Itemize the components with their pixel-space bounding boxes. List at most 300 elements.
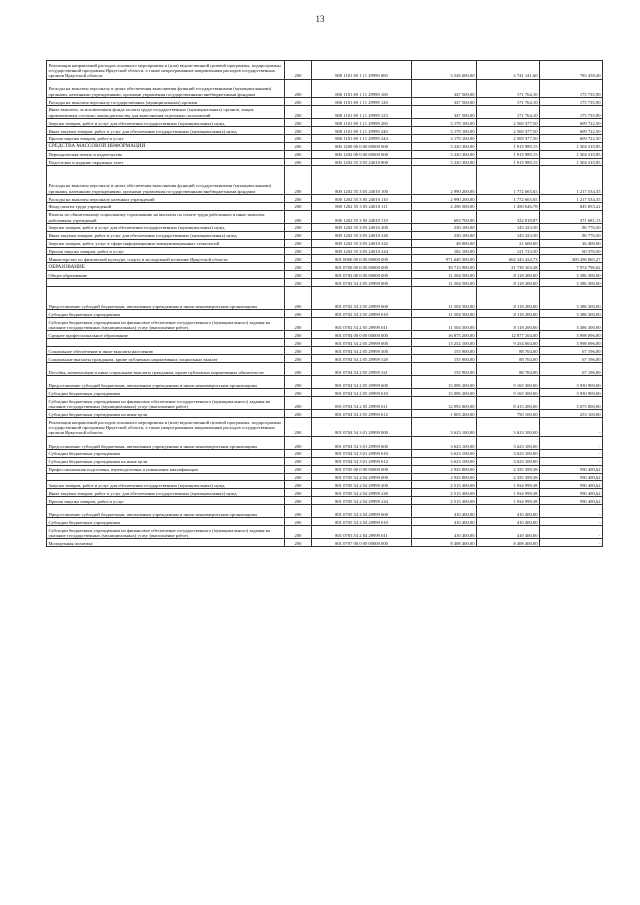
- row-budget-code-cell: 801 0704 54 3 01 29999 610: [312, 449, 412, 457]
- table-row: [47, 449, 603, 457]
- row-name-cell: Закупка товаров, работ и услуг для обеспечения государственных (муниципальных) нужд: [47, 119, 285, 127]
- row-budget-code-cell: 801 0702 54 2 05 29999 600: [312, 287, 412, 310]
- row-budget-code-cell: 801 0705 54 2 04 29999 610: [312, 518, 412, 526]
- row-approved-cell: 12 093 000,00: [412, 397, 477, 410]
- row-budget-code-cell: 801 0700 00 0 00 00000 000: [312, 263, 412, 271]
- row-approved-cell: 3 623 100,00: [412, 449, 477, 457]
- row-unexecuted-cell: 1 217 534,35: [540, 166, 603, 195]
- row-unexecuted-cell: 309 296 865,27: [540, 255, 603, 263]
- row-code-cell: 200: [285, 505, 312, 518]
- row-code-cell: 200: [285, 526, 312, 539]
- table-row: [47, 481, 603, 489]
- table-row: [47, 347, 603, 355]
- row-name-cell: Иные закупки товаров, работ и услуг для обеспечения государственных (муниципальных) нужд: [47, 489, 285, 497]
- row-executed-cell: 2 741 141,60: [477, 61, 540, 80]
- row-code-cell: 200: [285, 389, 312, 397]
- row-budget-code-cell: 800 1202 55 3 05 24010 111: [312, 202, 412, 210]
- row-approved-cell: 347 500,00: [412, 98, 477, 106]
- row-budget-code-cell: 800 1202 55 3 05 24010 240: [312, 231, 412, 239]
- row-name-cell: Предоставление субсидий бюджетным, автономным учреждениям и иным некоммерческим организациям: [47, 436, 285, 449]
- row-budget-code-cell: 801 0000 00 0 00 00000 000: [312, 255, 412, 263]
- row-code-cell: 200: [285, 354, 312, 362]
- budget-table-body: [47, 61, 603, 547]
- table-row: [47, 98, 603, 106]
- row-name-cell: Расходы на выплаты персоналу в целях обеспечения выполнения функций государственными (муниципальными) органами, казенными учреждениями, органами управления государственными внебюджетными фондами: [47, 166, 285, 195]
- row-unexecuted-cell: 3 386 300,00: [540, 287, 603, 310]
- row-code-cell: 200: [285, 497, 312, 505]
- table-row: [47, 255, 603, 263]
- row-unexecuted-cell: -: [540, 518, 603, 526]
- row-name-cell: Среднее профессиональное образование: [47, 331, 285, 339]
- row-executed-cell: 2 335 399,38: [477, 465, 540, 473]
- row-unexecuted-cell: 590 400,62: [540, 489, 603, 497]
- row-name-cell: Социальные выплаты гражданам, кроме публичных нормативных социальных выплат: [47, 354, 285, 362]
- table-row: [47, 263, 603, 271]
- row-name-cell: Предоставление субсидий бюджетным, автономным учреждениям и иным некоммерческим организациям: [47, 505, 285, 518]
- row-code-cell: 200: [285, 539, 312, 547]
- row-unexecuted-cell: 3 998 096,00: [540, 339, 603, 347]
- row-code-cell: 200: [285, 61, 312, 80]
- table-row: [47, 239, 603, 247]
- row-budget-code-cell: 801 0705 54 2 04 29999 240: [312, 489, 412, 497]
- row-budget-code-cell: 800 1202 55 3 05 24010 200: [312, 223, 412, 231]
- table-row: [47, 79, 603, 98]
- row-approved-cell: 11 504 500,00: [412, 310, 477, 318]
- row-executed-cell: 31 739 103,38: [477, 263, 540, 271]
- row-budget-code-cell: 800 1202 00 0 00 00000 000: [312, 150, 412, 158]
- table-row: [47, 287, 603, 310]
- row-code-cell: 200: [285, 239, 312, 247]
- row-name-cell: Субсидии бюджетным учреждениям на финансовое обеспечение государственного (муниципального) задания на оказание государственных (муниципальных) услуг (выполнение работ): [47, 526, 285, 539]
- row-unexecuted-cell: 3 675 800,00: [540, 397, 603, 410]
- row-executed-cell: 9 165 300,00: [477, 389, 540, 397]
- table-row: [47, 331, 603, 339]
- row-unexecuted-cell: -: [540, 436, 603, 449]
- row-budget-code-cell: 801 0704 00 0 00 00000 000: [312, 331, 412, 339]
- row-unexecuted-cell: 67 196,00: [540, 362, 603, 375]
- row-executed-cell: 88 704,00: [477, 347, 540, 355]
- table-row: [47, 362, 603, 375]
- row-approved-cell: 155 900,00: [412, 347, 477, 355]
- row-budget-code-cell: 800 1202 55 3 05 24010 242: [312, 239, 412, 247]
- row-executed-cell: 410 400,00: [477, 526, 540, 539]
- row-approved-cell: 3 179 100,00: [412, 119, 477, 127]
- row-unexecuted-cell: 3 386 300,00: [540, 271, 603, 279]
- row-name-cell: Закупка товаров, работ, услуг в сфере информационно-коммуникационных технологий: [47, 239, 285, 247]
- row-budget-code-cell: 800 1101 69 1 11 29999 244: [312, 134, 412, 142]
- row-unexecuted-cell: 3 386 300,00: [540, 279, 603, 287]
- row-unexecuted-cell: 3 386 300,00: [540, 310, 603, 318]
- table-row: [47, 126, 603, 134]
- row-budget-code-cell: 801 0704 54 3 01 29999 612: [312, 457, 412, 465]
- row-budget-code-cell: 801 0704 54 2 05 29999 612: [312, 410, 412, 418]
- row-approved-cell: 693 700,00: [412, 210, 477, 223]
- row-code-cell: 200: [285, 481, 312, 489]
- row-name-cell: Прочая закупка товаров, работ и услуг: [47, 247, 285, 255]
- table-row: [47, 134, 603, 142]
- row-executed-cell: 8 118 200,00: [477, 271, 540, 279]
- row-code-cell: 200: [285, 376, 312, 389]
- row-unexecuted-cell: -: [540, 505, 603, 518]
- table-row: [47, 223, 603, 231]
- row-code-cell: 200: [285, 126, 312, 134]
- row-approved-cell: 971 640 300,00: [412, 255, 477, 263]
- table-row: [47, 465, 603, 473]
- row-name-cell: [47, 473, 285, 481]
- row-approved-cell: 155 900,00: [412, 362, 477, 375]
- row-unexecuted-cell: 67 196,00: [540, 347, 603, 355]
- row-executed-cell: 171 764,10: [477, 98, 540, 106]
- row-unexecuted-cell: 590 400,62: [540, 465, 603, 473]
- row-approved-cell: 410 400,00: [412, 518, 477, 526]
- row-unexecuted-cell: 1 304 310,85: [540, 150, 603, 158]
- row-code-cell: 200: [285, 489, 312, 497]
- row-unexecuted-cell: 60 376,50: [540, 247, 603, 255]
- table-row: [47, 202, 603, 210]
- row-approved-cell: 230 100,00: [412, 223, 477, 231]
- row-unexecuted-cell: 86 776,50: [540, 223, 603, 231]
- row-executed-cell: 9 254 004,00: [477, 339, 540, 347]
- table-row: [47, 376, 603, 389]
- row-name-cell: Расходы на выплаты персоналу казенных учреждений: [47, 194, 285, 202]
- row-approved-cell: 3 623 100,00: [412, 436, 477, 449]
- row-unexecuted-cell: 590 400,62: [540, 473, 603, 481]
- row-budget-code-cell: 800 1202 55 3 05 24010 100: [312, 166, 412, 195]
- row-unexecuted-cell: 67 196,00: [540, 354, 603, 362]
- row-code-cell: 200: [285, 134, 312, 142]
- row-code-cell: 200: [285, 202, 312, 210]
- row-unexecuted-cell: 845 853,22: [540, 202, 603, 210]
- table-row: [47, 457, 603, 465]
- row-budget-code-cell: 801 0702 54 2 05 29999 611: [312, 318, 412, 331]
- row-executed-cell: 1 915 989,15: [477, 150, 540, 158]
- table-row: [47, 105, 603, 118]
- row-name-cell: Предоставление субсидий бюджетным, автономным учреждениям и иным некоммерческим организациям: [47, 287, 285, 310]
- row-budget-code-cell: 800 1202 55 3 05 24010 110: [312, 194, 412, 202]
- row-budget-code-cell: 800 1202 55 3 05 24010 244: [312, 247, 412, 255]
- table-row: [47, 271, 603, 279]
- row-executed-cell: 171 764,10: [477, 79, 540, 98]
- row-name-cell: СРЕДСТВА МАССОВОЙ ИНФОРМАЦИИ: [47, 142, 285, 150]
- row-approved-cell: 3 179 100,00: [412, 134, 477, 142]
- row-code-cell: 200: [285, 119, 312, 127]
- row-budget-code-cell: 800 1202 55 3 05 24010 000: [312, 158, 412, 166]
- row-name-cell: Подготовка и издание окружных газет: [47, 158, 285, 166]
- row-unexecuted-cell: 371 681,13: [540, 210, 603, 223]
- row-code-cell: 200: [285, 279, 312, 287]
- row-budget-code-cell: 800 1200 00 0 00 00000 000: [312, 142, 412, 150]
- row-executed-cell: 121 723,50: [477, 247, 540, 255]
- row-executed-cell: 8 118 200,00: [477, 318, 540, 331]
- row-unexecuted-cell: 785 458,40: [540, 61, 603, 80]
- row-unexecuted-cell: -: [540, 457, 603, 465]
- row-approved-cell: 3 623 100,00: [412, 418, 477, 437]
- row-approved-cell: 155 900,00: [412, 354, 477, 362]
- row-budget-code-cell: 800 1101 69 1 11 29999 100: [312, 79, 412, 98]
- row-name-cell: Общее образование: [47, 271, 285, 279]
- row-approved-cell: 11 504 500,00: [412, 271, 477, 279]
- row-name-cell: [47, 279, 285, 287]
- row-budget-code-cell: 801 0704 54 2 05 29999 000: [312, 339, 412, 347]
- row-unexecuted-cell: 1 304 310,85: [540, 158, 603, 166]
- row-executed-cell: 322 018,87: [477, 210, 540, 223]
- table-row: [47, 418, 603, 437]
- row-approved-cell: 2 925 800,00: [412, 473, 477, 481]
- table-row: [47, 142, 603, 150]
- row-name-cell: Социальное обеспечение и иные выплаты населению: [47, 347, 285, 355]
- row-executed-cell: 1 772 665,65: [477, 194, 540, 202]
- row-budget-code-cell: 801 0702 54 2 05 29999 000: [312, 279, 412, 287]
- row-name-cell: Закупка товаров, работ и услуг для обеспечения государственных (муниципальных) нужд: [47, 223, 285, 231]
- row-budget-code-cell: 800 1202 55 3 05 24010 119: [312, 210, 412, 223]
- row-code-cell: 200: [285, 150, 312, 158]
- table-row: [47, 318, 603, 331]
- table-row: [47, 389, 603, 397]
- table-row: [47, 119, 603, 127]
- row-approved-cell: 3 179 100,00: [412, 126, 477, 134]
- row-budget-code-cell: 801 0704 54 2 05 29999 320: [312, 354, 412, 362]
- row-executed-cell: 3 623 100,00: [477, 449, 540, 457]
- row-executed-cell: 1 915 989,15: [477, 142, 540, 150]
- row-unexecuted-cell: 590 400,62: [540, 497, 603, 505]
- row-code-cell: 200: [285, 339, 312, 347]
- row-approved-cell: 2 990 200,00: [412, 166, 477, 195]
- row-name-cell: Субсидии бюджетным учреждениям на иные цели: [47, 457, 285, 465]
- row-budget-code-cell: 800 1101 69 1 11 29999 123: [312, 105, 412, 118]
- table-row: [47, 339, 603, 347]
- table-row: [47, 310, 603, 318]
- row-code-cell: 200: [285, 166, 312, 195]
- row-name-cell: Профессиональная подготовка, переподготовка и повышение квалификации: [47, 465, 285, 473]
- row-name-cell: Молодежная политика: [47, 539, 285, 547]
- row-code-cell: 200: [285, 347, 312, 355]
- table-row: [47, 526, 603, 539]
- table-row: [47, 489, 603, 497]
- row-name-cell: Реализация направлений расходов основного мероприятия и (или) ведомственной целевой программы, подпрограммы государственной программы Иркутской области, а также непрограммным направлениям расходов государственных органов Иркутской области: [47, 61, 285, 80]
- row-executed-cell: 8 118 200,00: [477, 310, 540, 318]
- row-approved-cell: 347 500,00: [412, 105, 477, 118]
- row-unexecuted-cell: 590 400,62: [540, 481, 603, 489]
- row-executed-cell: 8 408 400,00: [477, 539, 540, 547]
- table-row: [47, 210, 603, 223]
- row-code-cell: 200: [285, 362, 312, 375]
- row-executed-cell: 2 335 399,38: [477, 473, 540, 481]
- row-name-cell: Реализация направлений расходов основного мероприятия и (или) ведомственной целевой программы, подпрограммы государственной программы Иркутской области, а также непрограммным направлениям расходов государственных органов Иркутской области: [47, 418, 285, 437]
- row-code-cell: 200: [285, 247, 312, 255]
- row-name-cell: Субсидии бюджетным учреждениям: [47, 449, 285, 457]
- row-code-cell: 200: [285, 142, 312, 150]
- row-code-cell: 200: [285, 287, 312, 310]
- row-executed-cell: 21 600,00: [477, 239, 540, 247]
- row-budget-code-cell: 801 0705 54 2 04 29999 000: [312, 473, 412, 481]
- row-executed-cell: 143 323,50: [477, 231, 540, 239]
- row-unexecuted-cell: 26 400,00: [540, 239, 603, 247]
- row-unexecuted-cell: 175 735,90: [540, 79, 603, 98]
- row-budget-code-cell: 800 1101 69 1 11 29999 000: [312, 61, 412, 80]
- row-executed-cell: 2 569 377,50: [477, 134, 540, 142]
- row-executed-cell: 8 118 200,00: [477, 279, 540, 287]
- row-name-cell: Предоставление субсидий бюджетным, автономным учреждениям и иным некоммерческим организациям: [47, 376, 285, 389]
- row-executed-cell: 1 924 999,38: [477, 497, 540, 505]
- row-name-cell: Министерство по физической культуре, спорту и молодежной политике Иркутской области: [47, 255, 285, 263]
- row-executed-cell: 88 704,00: [477, 362, 540, 375]
- row-executed-cell: 3 623 100,00: [477, 457, 540, 465]
- table-row: [47, 194, 603, 202]
- row-name-cell: Субсидии бюджетным учреждениям на финансовое обеспечение государственного (муниципального) задания на оказание государственных (муниципальных) услуг (выполнение работ): [47, 318, 285, 331]
- row-executed-cell: 2 569 377,50: [477, 126, 540, 134]
- row-approved-cell: 8 408 400,00: [412, 539, 477, 547]
- table-row: [47, 61, 603, 80]
- table-row: [47, 354, 603, 362]
- row-unexecuted-cell: -: [540, 526, 603, 539]
- row-code-cell: 200: [285, 79, 312, 98]
- row-executed-cell: 143 323,50: [477, 223, 540, 231]
- row-approved-cell: 3 220 300,00: [412, 150, 477, 158]
- row-budget-code-cell: 801 0704 54 3 01 29999 600: [312, 436, 412, 449]
- row-name-cell: Субсидии бюджетным учреждениям на финансовое обеспечение государственного (муниципального) задания на оказание государственных (муниципальных) услуг (выполнение работ): [47, 397, 285, 410]
- row-unexecuted-cell: -: [540, 449, 603, 457]
- table-row: [47, 539, 603, 547]
- row-unexecuted-cell: 175 735,90: [540, 98, 603, 106]
- row-approved-cell: 3 220 300,00: [412, 158, 477, 166]
- row-code-cell: 200: [285, 418, 312, 437]
- row-unexecuted-cell: 1 304 310,85: [540, 142, 603, 150]
- row-code-cell: 200: [285, 98, 312, 106]
- row-unexecuted-cell: -: [540, 539, 603, 547]
- row-code-cell: 200: [285, 158, 312, 166]
- row-approved-cell: 11 504 500,00: [412, 318, 477, 331]
- row-approved-cell: 2 925 800,00: [412, 465, 477, 473]
- row-budget-code-cell: 801 0702 00 0 00 00000 000: [312, 271, 412, 279]
- row-name-cell: Взносы по обязательному социальному страхованию на выплаты по оплате труда работников и иные выплаты работникам учреждений: [47, 210, 285, 223]
- table-row: [47, 166, 603, 195]
- table-row: [47, 473, 603, 481]
- row-name-cell: Субсидии бюджетным учреждениям: [47, 310, 285, 318]
- row-code-cell: 200: [285, 449, 312, 457]
- row-unexecuted-cell: 3 998 096,00: [540, 331, 603, 339]
- row-code-cell: 200: [285, 255, 312, 263]
- row-approved-cell: 39 713 900,00: [412, 263, 477, 271]
- row-executed-cell: 1 915 989,15: [477, 158, 540, 166]
- row-code-cell: 200: [285, 271, 312, 279]
- row-approved-cell: 13 252 100,00: [412, 339, 477, 347]
- row-name-cell: Пособия, компенсации и иные социальные выплаты гражданам, кроме публичных нормативных обязательств: [47, 362, 285, 375]
- row-executed-cell: 8 118 200,00: [477, 287, 540, 310]
- table-row: [47, 231, 603, 239]
- row-unexecuted-cell: 609 722,50: [540, 126, 603, 134]
- row-executed-cell: 8 415 200,00: [477, 397, 540, 410]
- row-approved-cell: 2 515 400,00: [412, 481, 477, 489]
- row-executed-cell: 1 450 646,78: [477, 202, 540, 210]
- row-name-cell: Фонд оплаты труда учреждений: [47, 202, 285, 210]
- row-unexecuted-cell: 3 930 900,00: [540, 376, 603, 389]
- row-unexecuted-cell: 86 776,50: [540, 231, 603, 239]
- row-approved-cell: 410 400,00: [412, 505, 477, 518]
- row-code-cell: 200: [285, 263, 312, 271]
- row-name-cell: ОБРАЗОВАНИЕ: [47, 263, 285, 271]
- row-executed-cell: 1 924 999,38: [477, 489, 540, 497]
- row-executed-cell: 88 704,00: [477, 354, 540, 362]
- row-executed-cell: 171 764,10: [477, 105, 540, 118]
- row-approved-cell: 16 875 200,00: [412, 331, 477, 339]
- row-unexecuted-cell: 3 930 900,00: [540, 389, 603, 397]
- row-unexecuted-cell: 609 722,50: [540, 134, 603, 142]
- row-approved-cell: 230 100,00: [412, 231, 477, 239]
- row-approved-cell: 2 515 400,00: [412, 489, 477, 497]
- row-executed-cell: 662 343 434,73: [477, 255, 540, 263]
- row-name-cell: Иные закупки товаров, работ и услуг для обеспечения государственных (муниципальных) нужд: [47, 126, 285, 134]
- row-code-cell: 200: [285, 310, 312, 318]
- row-code-cell: 200: [285, 194, 312, 202]
- table-row: [47, 150, 603, 158]
- row-approved-cell: 11 504 500,00: [412, 279, 477, 287]
- row-approved-cell: 3 526 600,00: [412, 61, 477, 80]
- row-approved-cell: 48 000,00: [412, 239, 477, 247]
- row-unexecuted-cell: 175 735,90: [540, 105, 603, 118]
- row-name-cell: Субсидии бюджетным учреждениям: [47, 389, 285, 397]
- table-row: [47, 158, 603, 166]
- row-approved-cell: 3 220 300,00: [412, 142, 477, 150]
- row-code-cell: 200: [285, 318, 312, 331]
- row-executed-cell: 750 100,00: [477, 410, 540, 418]
- page-number: 13: [315, 14, 325, 24]
- row-name-cell: Субсидии бюджетным учреждениям: [47, 518, 285, 526]
- row-budget-code-cell: 801 0704 54 2 05 29999 611: [312, 397, 412, 410]
- row-executed-cell: 3 623 100,00: [477, 418, 540, 437]
- row-code-cell: 200: [285, 473, 312, 481]
- row-approved-cell: 2 515 400,00: [412, 497, 477, 505]
- row-approved-cell: 2 990 200,00: [412, 194, 477, 202]
- row-unexecuted-cell: 7 974 796,62: [540, 263, 603, 271]
- row-code-cell: 200: [285, 210, 312, 223]
- row-executed-cell: 410 400,00: [477, 505, 540, 518]
- row-code-cell: 200: [285, 105, 312, 118]
- row-code-cell: 200: [285, 457, 312, 465]
- row-budget-code-cell: 801 0704 54 2 05 29999 321: [312, 362, 412, 375]
- row-executed-cell: 410 400,00: [477, 518, 540, 526]
- row-code-cell: 200: [285, 436, 312, 449]
- row-code-cell: 200: [285, 465, 312, 473]
- row-name-cell: Закупка товаров, работ и услуг для обеспечения государственных (муниципальных) нужд: [47, 481, 285, 489]
- row-budget-code-cell: 801 0707 00 0 00 00000 000: [312, 539, 412, 547]
- row-approved-cell: 2 296 500,00: [412, 202, 477, 210]
- row-unexecuted-cell: 609 722,50: [540, 119, 603, 127]
- row-executed-cell: 1 924 999,38: [477, 481, 540, 489]
- table-row: [47, 247, 603, 255]
- row-unexecuted-cell: 253 100,00: [540, 410, 603, 418]
- row-approved-cell: 13 096 200,00: [412, 376, 477, 389]
- row-name-cell: Субсидии бюджетным учреждениям на иные цели: [47, 410, 285, 418]
- row-code-cell: 200: [285, 223, 312, 231]
- row-name-cell: Прочая закупка товаров, работ и услуг: [47, 134, 285, 142]
- row-name-cell: Иные выплаты, за исключением фонда оплаты труда государственных (муниципальных) органов, лицам, привлекаемым согласно законодательству для выполнения отдельных полномочий: [47, 105, 285, 118]
- table-row: [47, 279, 603, 287]
- table-row: [47, 497, 603, 505]
- table-row: [47, 505, 603, 518]
- row-executed-cell: 9 165 300,00: [477, 376, 540, 389]
- row-approved-cell: 347 500,00: [412, 79, 477, 98]
- row-budget-code-cell: 800 1101 69 1 11 29999 240: [312, 126, 412, 134]
- table-row: [47, 436, 603, 449]
- budget-table: [46, 60, 603, 547]
- row-name-cell: Иные закупки товаров, работ и услуг для обеспечения государственных (муниципальных) нужд: [47, 231, 285, 239]
- row-approved-cell: 410 400,00: [412, 526, 477, 539]
- row-name-cell: Периодическая печать и издательства: [47, 150, 285, 158]
- row-budget-code-cell: 800 1101 69 1 11 29999 120: [312, 98, 412, 106]
- row-executed-cell: 12 877 104,00: [477, 331, 540, 339]
- row-code-cell: 200: [285, 231, 312, 239]
- table-row: [47, 518, 603, 526]
